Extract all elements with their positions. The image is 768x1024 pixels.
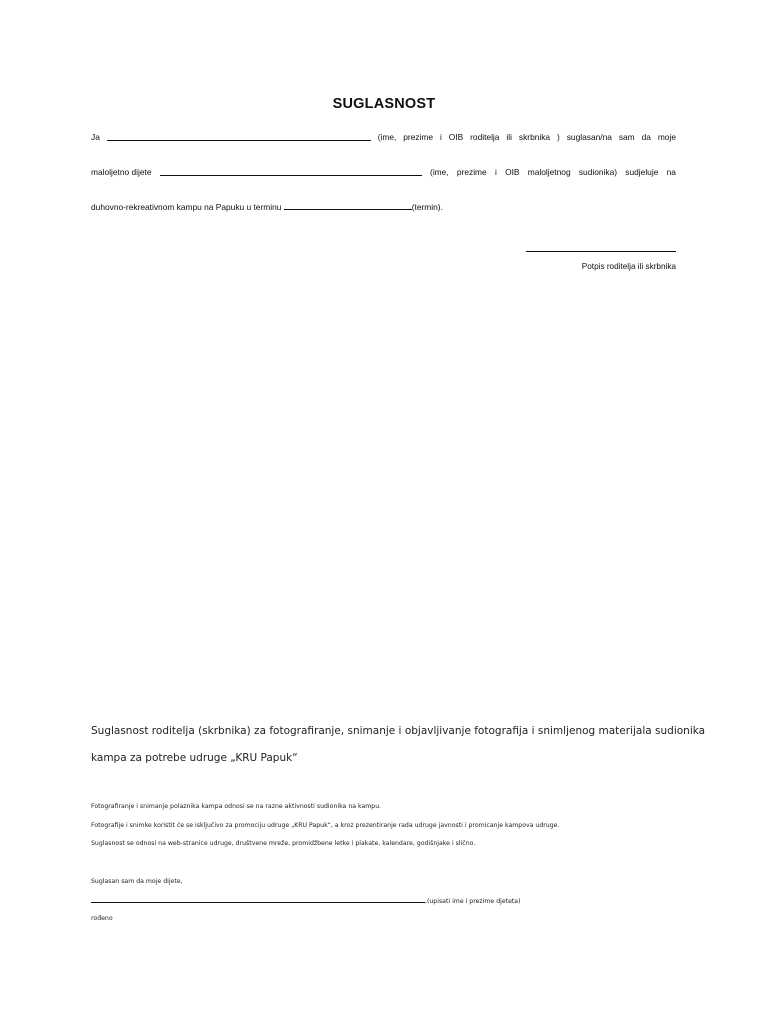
line1-word: OIB — [448, 132, 464, 142]
child-full-name-blank[interactable] — [91, 896, 425, 903]
photo-consent-heading-line1: Suglasnost roditelja (skrbnika) za fotografiranje, snimanje i objavljivanje fotografija i snimljenog materijala sudionika — [91, 725, 706, 737]
line2-prefix: maloljetno dijete — [91, 167, 152, 177]
line1-word: ) — [557, 132, 560, 142]
consent-line-parent — [91, 132, 676, 142]
line1-word: moje — [657, 132, 676, 142]
line2-word: (ime, — [430, 167, 449, 177]
line2-word: na — [666, 167, 676, 177]
line3-suffix: (termin). — [411, 202, 443, 212]
line1-word: da — [641, 132, 651, 142]
consent-line-term — [91, 201, 676, 212]
photo-consent-heading-line2: kampa za potrebe udruge „KRU Papuk“ — [91, 752, 298, 764]
line1-word: prezime — [403, 132, 434, 142]
line1-word: ili — [506, 132, 512, 142]
line1-word: suglasan/na — [566, 132, 612, 142]
photo-consent-paragraph-1: Fotografiranje i snimanje polaznika kampa odnosi se na razne aktivnosti sudionika na kampu. — [91, 803, 382, 810]
line3-prefix: duhovno-rekreativnom kampu na Papuku u terminu — [91, 202, 282, 212]
line2-word: sudjeluje — [625, 167, 659, 177]
agree-text: Suglasan sam da moje dijete, — [91, 878, 183, 885]
consent-line-child — [91, 167, 676, 177]
child-name-blank[interactable] — [160, 167, 422, 176]
line1-prefix: Ja — [91, 132, 100, 142]
line1-word: (ime, — [377, 132, 397, 142]
child-name-row — [91, 896, 691, 906]
line1-word: sam — [618, 132, 635, 142]
photo-consent-paragraph-3: Suglasnost se odnosi na web-stranice udruge, društvene mreže, promidžbene letke i plakate, kalendare, godišnjake i slično. — [91, 840, 476, 847]
line2-word: sudionika) — [578, 167, 618, 177]
line1-word: skrbnika — [518, 132, 551, 142]
line1-word: i — [439, 132, 442, 142]
line2-word: maloljetnog — [527, 167, 571, 177]
term-blank[interactable] — [284, 201, 412, 210]
photo-consent-paragraph-2: Fotografije i snimke koristit će se isključivo za promociju udruge „KRU Papuk“, a kroz prezentiranje rada udruge javnosti i promicanje kampova udruge. — [91, 822, 560, 829]
line2-word: i — [494, 167, 497, 177]
signature-label: Potpis roditelja ili skrbnika — [581, 262, 676, 271]
born-label: rođeno — [91, 915, 113, 922]
parent-name-blank[interactable] — [107, 132, 371, 141]
line2-word: prezime — [456, 167, 487, 177]
line2-word: OIB — [505, 167, 520, 177]
line1-word: roditelja — [470, 132, 500, 142]
signature-line[interactable] — [526, 251, 676, 252]
document-title: SUGLASNOST — [332, 96, 436, 112]
child-name-hint: ,(upisati ime i prezime djeteta) — [425, 898, 521, 905]
